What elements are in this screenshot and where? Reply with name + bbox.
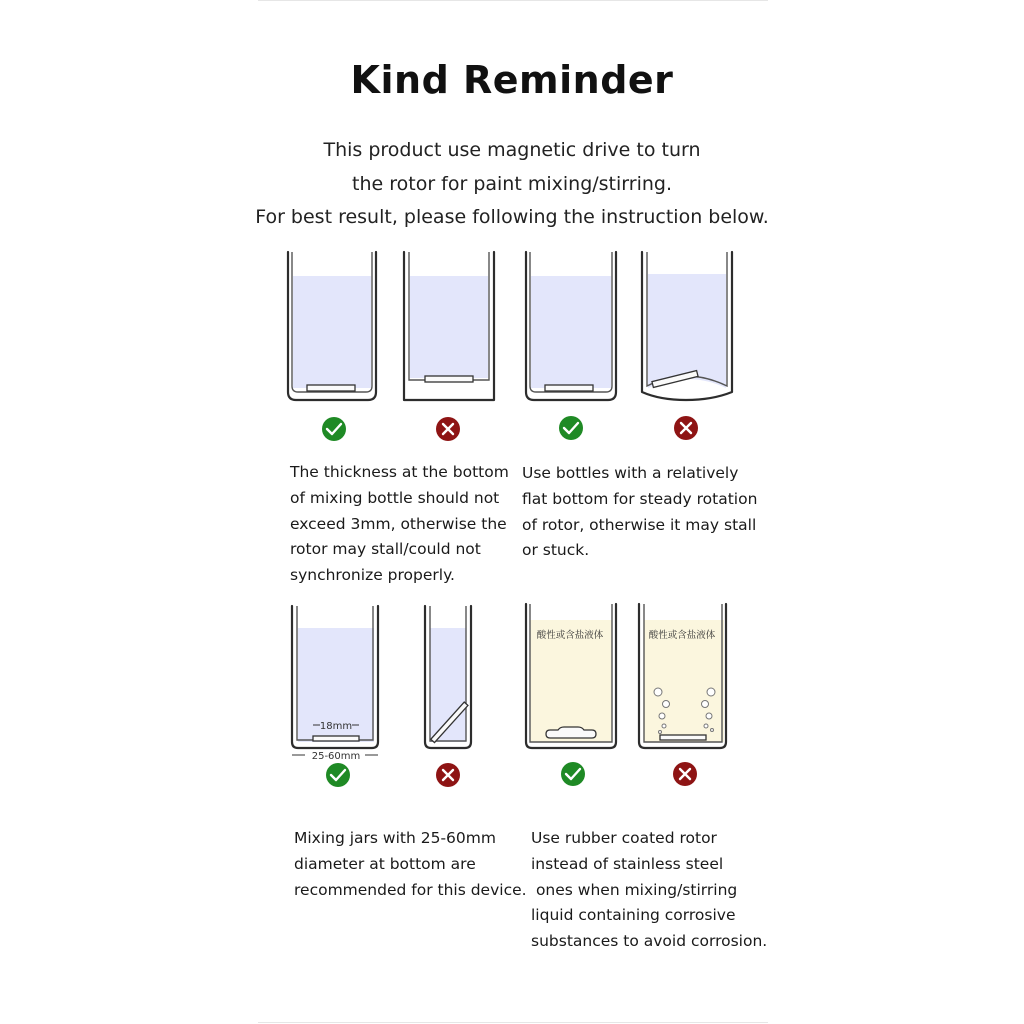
jar-thick-bottom-bad <box>404 252 494 400</box>
check-icon <box>561 762 585 786</box>
intro-line-3: For best result, please following the instruction below. <box>255 206 769 228</box>
cross-icon <box>436 417 460 441</box>
cross-icon <box>436 763 460 787</box>
section-text-bottom-thickness: The thickness at the bottom of mixing bottle should not exceed 3mm, otherwise the rotor may stall/could not synchronize properly. <box>290 463 509 585</box>
jar-flat-bottom-ok <box>526 252 616 400</box>
liquid-label-acidic-2: 酸性或含盐液体 <box>648 630 716 641</box>
check-icon <box>559 416 583 440</box>
jar-rubber-rotor-ok <box>526 604 616 748</box>
jar-domed-bottom-bad <box>642 252 732 400</box>
cross-icon <box>673 762 697 786</box>
jar-wide-diameter-ok <box>292 606 378 755</box>
section-text-jar-diameter: Mixing jars with 25-60mm diameter at bottom are recommended for this device. <box>294 829 527 899</box>
jar-steel-rotor-bad <box>639 604 726 748</box>
jar-thin-bottom-ok <box>288 252 376 400</box>
check-icon <box>326 763 350 787</box>
cross-icon <box>674 416 698 440</box>
section-text-rubber-rotor: Use rubber coated rotor instead of stainless steel ones when mixing/stirring liquid containing corrosive substances to avoid corrosion. <box>531 829 768 951</box>
page-title: Kind Reminder <box>350 58 674 102</box>
intro-line-1: This product use magnetic drive to turn <box>323 139 701 161</box>
jar-diameter-label: 25-60mm <box>311 751 361 762</box>
section-text-flat-bottom: Use bottles with a relatively flat bottom for steady rotation of rotor, otherwise it may stall or stuck. <box>522 464 758 560</box>
jar-narrow-diameter-bad <box>425 606 471 748</box>
rotor-width-label: 18mm <box>319 721 353 732</box>
check-icon <box>322 417 346 441</box>
intro-line-2: the rotor for paint mixing/stirring. <box>352 173 672 195</box>
liquid-label-acidic-1: 酸性或含盐液体 <box>536 630 604 641</box>
